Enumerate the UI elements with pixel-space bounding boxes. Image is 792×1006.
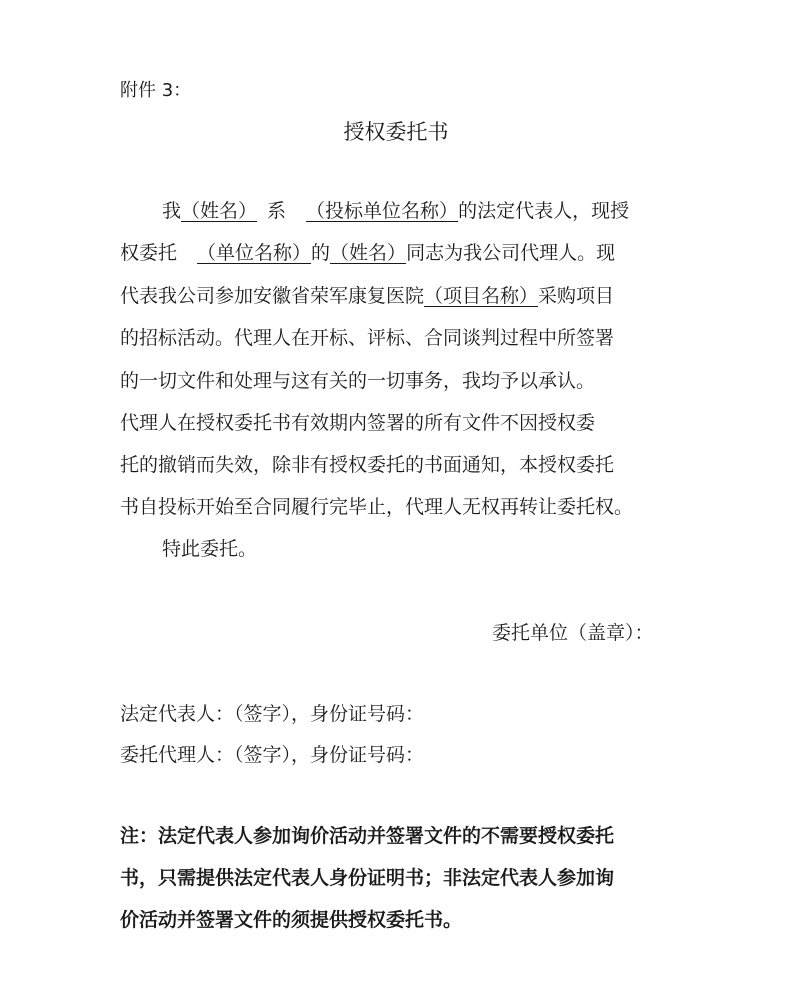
text-segment: 的 bbox=[311, 242, 331, 264]
blank-bidder-unit-text: （投标单位名称） bbox=[306, 200, 459, 222]
note-line-2: 书，只需提供法定代表人身份证明书；非法定代表人参加询 bbox=[120, 867, 615, 889]
body-line-7: 托的撤销而失效，除非有授权委托的书面通知，本授权委托 bbox=[120, 454, 615, 476]
agent-line: 委托代理人：（签字），身份证号码： bbox=[120, 744, 425, 766]
text-segment: 同志为我公司代理人。现 bbox=[406, 242, 616, 264]
document-title: 授权委托书 bbox=[343, 120, 449, 144]
text-segment: 权委托 bbox=[120, 242, 178, 264]
note-line-1: 注：法定代表人参加询价活动并签署文件的不需要授权委托 bbox=[120, 825, 615, 847]
body-line-1 bbox=[162, 202, 629, 221]
text-segment: 采购项目 bbox=[538, 285, 615, 307]
text-segment: 代表我公司参加安徽省荣军康复医院 bbox=[120, 285, 425, 307]
body-line-2 bbox=[120, 244, 615, 263]
body-line-4: 的招标活动。代理人在开标、评标、合同谈判过程中所签署 bbox=[120, 327, 615, 349]
blank-bidder-unit bbox=[296, 200, 458, 222]
blank-name: （姓名） bbox=[181, 200, 258, 222]
text-segment: 我 bbox=[162, 200, 182, 222]
blank-project: （项目名称） bbox=[424, 285, 539, 307]
blank-name: （姓名） bbox=[330, 242, 407, 264]
text-segment: 的法定代表人，现授 bbox=[458, 200, 630, 222]
blank-unit bbox=[177, 242, 311, 264]
note-line-3: 价活动并签署文件的须提供授权委托书。 bbox=[120, 909, 463, 931]
legal-representative-line: 法定代表人：（签字），身份证号码： bbox=[120, 703, 425, 725]
body-line-3 bbox=[120, 287, 614, 306]
text-segment: 系 bbox=[267, 200, 287, 222]
body-line-8: 书自投标开始至合同履行完毕止，代理人无权再转让委托权。 bbox=[120, 496, 634, 518]
body-line-9: 特此委托。 bbox=[162, 538, 258, 560]
entrusting-unit-seal: 委托单位（盖章）： bbox=[492, 622, 654, 644]
blank-unit-text: （单位名称） bbox=[197, 242, 312, 264]
attachment-label: 附件 3： bbox=[120, 80, 192, 101]
body-line-6: 代理人在授权委托书有效期内签署的所有文件不因授权委 bbox=[120, 412, 596, 434]
body-line-5: 的一切文件和处理与这有关的一切事务，我均予以承认。 bbox=[120, 370, 596, 392]
